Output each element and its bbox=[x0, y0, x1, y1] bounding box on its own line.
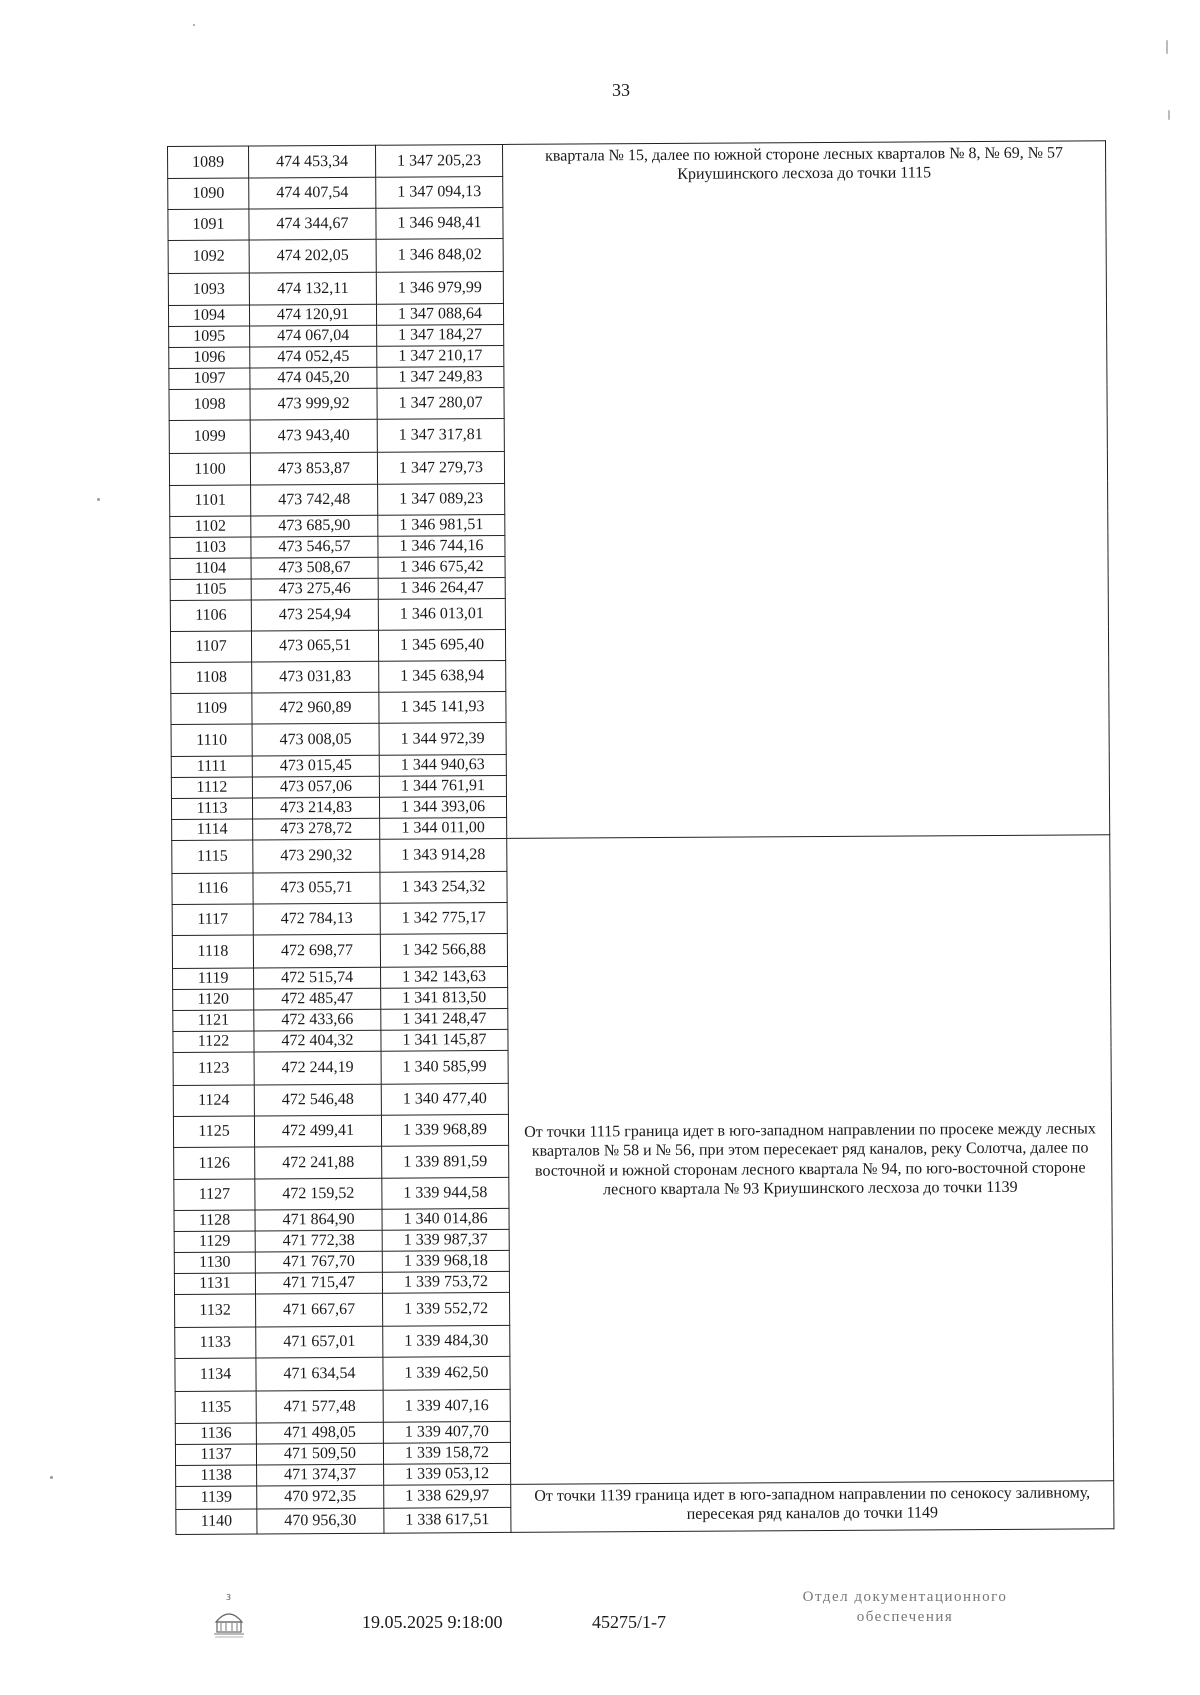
point-number-cell: 1134 bbox=[175, 1358, 256, 1391]
point-number-cell: 1096 bbox=[169, 347, 250, 368]
point-number-cell: 1091 bbox=[168, 209, 249, 240]
x-coordinate-cell: 473 290,32 bbox=[253, 839, 380, 873]
point-number-cell: 1099 bbox=[169, 420, 250, 453]
point-number-cell: 1123 bbox=[173, 1052, 254, 1085]
point-number-cell: 1089 bbox=[168, 146, 249, 178]
y-coordinate-cell: 1 339 053,12 bbox=[384, 1463, 511, 1485]
y-coordinate-cell: 1 347 210,17 bbox=[377, 345, 504, 367]
y-coordinate-cell: 1 347 249,83 bbox=[377, 366, 504, 388]
point-number-cell: 1106 bbox=[170, 600, 251, 631]
point-number-cell: 1140 bbox=[176, 1509, 257, 1534]
x-coordinate-cell: 474 052,45 bbox=[250, 346, 377, 368]
y-coordinate-cell: 1 344 761,91 bbox=[379, 775, 506, 797]
point-number-cell: 1113 bbox=[171, 798, 252, 819]
y-coordinate-cell: 1 346 744,16 bbox=[378, 535, 505, 557]
y-coordinate-cell: 1 339 968,18 bbox=[382, 1250, 509, 1272]
y-coordinate-cell: 1 339 462,50 bbox=[383, 1356, 510, 1390]
x-coordinate-cell: 473 057,06 bbox=[252, 776, 379, 798]
point-number-cell: 1103 bbox=[170, 537, 251, 558]
x-coordinate-cell: 470 972,35 bbox=[257, 1485, 384, 1509]
x-coordinate-cell: 473 015,45 bbox=[252, 755, 379, 777]
x-coordinate-cell: 472 159,52 bbox=[255, 1178, 382, 1210]
y-coordinate-cell: 1 345 695,40 bbox=[378, 629, 505, 661]
y-coordinate-cell: 1 347 088,64 bbox=[376, 303, 503, 325]
x-coordinate-cell: 473 275,46 bbox=[251, 578, 378, 600]
y-coordinate-cell: 1 347 280,07 bbox=[377, 387, 504, 419]
x-coordinate-cell: 471 374,37 bbox=[257, 1464, 384, 1486]
y-coordinate-cell: 1 340 585,99 bbox=[381, 1050, 508, 1084]
x-coordinate-cell: 472 499,41 bbox=[254, 1115, 381, 1147]
x-coordinate-cell: 471 657,01 bbox=[256, 1326, 383, 1358]
y-coordinate-cell: 1 339 158,72 bbox=[383, 1442, 510, 1464]
footer-document-number: 45275/1-7 bbox=[592, 1612, 666, 1632]
y-coordinate-cell: 1 339 407,16 bbox=[383, 1389, 510, 1422]
y-coordinate-cell: 1 344 972,39 bbox=[379, 722, 506, 755]
page-number: 33 bbox=[612, 80, 630, 100]
point-number-cell: 1095 bbox=[169, 326, 250, 347]
coordinates-table bbox=[167, 140, 1114, 1535]
point-number-cell: 1105 bbox=[170, 579, 251, 600]
y-coordinate-cell: 1 339 944,58 bbox=[382, 1177, 509, 1209]
y-coordinate-cell: 1 343 254,32 bbox=[380, 871, 507, 903]
x-coordinate-cell: 473 685,90 bbox=[251, 515, 378, 537]
point-number-cell: 1136 bbox=[175, 1423, 256, 1444]
y-coordinate-cell: 1 341 813,50 bbox=[381, 987, 508, 1009]
x-coordinate-cell: 471 772,38 bbox=[255, 1230, 382, 1252]
x-coordinate-cell: 472 485,47 bbox=[254, 988, 381, 1010]
scan-edge-mark bbox=[1166, 40, 1168, 54]
point-number-cell: 1118 bbox=[172, 935, 253, 968]
point-number-cell: 1138 bbox=[176, 1465, 257, 1486]
table-row bbox=[176, 1481, 1114, 1510]
x-coordinate-cell: 471 634,54 bbox=[256, 1357, 383, 1391]
point-number-cell: 1115 bbox=[172, 840, 253, 873]
y-coordinate-cell: 1 347 094,13 bbox=[376, 176, 503, 208]
y-coordinate-cell: 1 339 484,30 bbox=[383, 1325, 510, 1357]
x-coordinate-cell: 473 853,87 bbox=[250, 452, 377, 485]
y-coordinate-cell: 1 344 393,06 bbox=[379, 796, 506, 818]
svg-text:3: 3 bbox=[226, 1593, 232, 1602]
y-coordinate-cell: 1 338 629,97 bbox=[384, 1484, 511, 1508]
point-number-cell: 1102 bbox=[170, 516, 251, 537]
point-number-cell: 1104 bbox=[170, 558, 251, 579]
y-coordinate-cell: 1 346 264,47 bbox=[378, 577, 505, 599]
point-number-cell: 1132 bbox=[175, 1294, 256, 1327]
y-coordinate-cell: 1 341 248,47 bbox=[381, 1008, 508, 1030]
table-row bbox=[168, 141, 1106, 179]
x-coordinate-cell: 472 698,77 bbox=[253, 934, 380, 968]
x-coordinate-cell: 472 241,88 bbox=[255, 1146, 382, 1179]
point-number-cell: 1120 bbox=[173, 989, 254, 1010]
point-number-cell: 1131 bbox=[174, 1273, 255, 1294]
point-number-cell: 1111 bbox=[171, 756, 252, 777]
x-coordinate-cell: 473 999,92 bbox=[250, 388, 377, 420]
y-coordinate-cell: 1 338 617,51 bbox=[384, 1507, 511, 1533]
y-coordinate-cell: 1 347 089,23 bbox=[378, 483, 505, 515]
y-coordinate-cell: 1 346 948,41 bbox=[376, 207, 503, 239]
x-coordinate-cell: 473 065,51 bbox=[251, 630, 378, 662]
boundary-description-cell: От точки 1139 граница идет в юго-западном направлении по сенокосу заливному, пересекая ряд каналов до точки 1149 bbox=[511, 1481, 1114, 1533]
y-coordinate-cell: 1 343 914,28 bbox=[380, 838, 507, 872]
table-row bbox=[172, 835, 1110, 874]
x-coordinate-cell: 472 515,74 bbox=[254, 967, 381, 989]
boundary-description-cell: квартала № 15, далее по южной стороне лесных кварталов № 8, № 69, № 57 Криушинского лесхоза до точки 1115 bbox=[502, 141, 1109, 839]
x-coordinate-cell: 472 404,32 bbox=[254, 1030, 381, 1052]
point-number-cell: 1101 bbox=[170, 485, 251, 516]
y-coordinate-cell: 1 342 566,88 bbox=[380, 933, 507, 967]
x-coordinate-cell: 474 453,34 bbox=[249, 145, 376, 178]
scan-speck bbox=[97, 498, 100, 501]
point-number-cell: 1124 bbox=[173, 1085, 254, 1116]
y-coordinate-cell: 1 339 552,72 bbox=[383, 1292, 510, 1326]
y-coordinate-cell: 1 347 205,23 bbox=[375, 144, 502, 177]
y-coordinate-cell: 1 347 317,81 bbox=[377, 418, 504, 452]
point-number-cell: 1139 bbox=[176, 1486, 257, 1509]
x-coordinate-cell: 472 960,89 bbox=[252, 692, 379, 724]
boundary-description-cell: От точки 1115 граница идет в юго-западном направлении по просеке между лесных кварталов № 58 и № 56, при этом пересекает ряд каналов, реку Солотча, далее по восточной и южной сторонам лесного квартала № 94, по юго-восточной стороне лесного квартала № 93 Криушинского лесхоза до точки 1139 bbox=[507, 835, 1114, 1485]
x-coordinate-cell: 473 943,40 bbox=[250, 419, 377, 453]
point-number-cell: 1093 bbox=[168, 273, 249, 305]
point-number-cell: 1114 bbox=[172, 819, 253, 840]
point-number-cell: 1129 bbox=[174, 1231, 255, 1252]
x-coordinate-cell: 473 214,83 bbox=[252, 797, 379, 819]
x-coordinate-cell: 470 956,30 bbox=[257, 1508, 384, 1534]
footer-datetime: 19.05.2025 9:18:00 bbox=[362, 1612, 503, 1632]
x-coordinate-cell: 471 509,50 bbox=[256, 1443, 383, 1465]
point-number-cell: 1112 bbox=[171, 777, 252, 798]
y-coordinate-cell: 1 346 675,42 bbox=[378, 556, 505, 578]
x-coordinate-cell: 474 132,11 bbox=[249, 272, 376, 305]
point-number-cell: 1107 bbox=[170, 631, 251, 662]
point-number-cell: 1090 bbox=[168, 178, 249, 209]
point-number-cell: 1108 bbox=[171, 662, 252, 693]
y-coordinate-cell: 1 339 407,70 bbox=[383, 1421, 510, 1443]
point-number-cell: 1135 bbox=[175, 1391, 256, 1423]
x-coordinate-cell: 473 508,67 bbox=[251, 557, 378, 579]
y-coordinate-cell: 1 346 979,99 bbox=[376, 271, 503, 304]
x-coordinate-cell: 473 546,57 bbox=[251, 536, 378, 558]
x-coordinate-cell: 473 008,05 bbox=[252, 723, 379, 756]
y-coordinate-cell: 1 346 848,02 bbox=[376, 238, 503, 272]
y-coordinate-cell: 1 346 981,51 bbox=[378, 514, 505, 536]
y-coordinate-cell: 1 339 968,89 bbox=[381, 1114, 508, 1146]
y-coordinate-cell: 1 345 141,93 bbox=[379, 691, 506, 723]
x-coordinate-cell: 472 784,13 bbox=[253, 903, 380, 935]
x-coordinate-cell: 473 742,48 bbox=[251, 484, 378, 516]
x-coordinate-cell: 471 577,48 bbox=[256, 1390, 383, 1423]
y-coordinate-cell: 1 342 775,17 bbox=[380, 902, 507, 934]
scan-speck bbox=[193, 24, 195, 26]
y-coordinate-cell: 1 345 638,94 bbox=[379, 660, 506, 692]
point-number-cell: 1097 bbox=[169, 368, 250, 389]
point-number-cell: 1092 bbox=[168, 240, 249, 273]
y-coordinate-cell: 1 347 279,73 bbox=[377, 451, 504, 484]
point-number-cell: 1110 bbox=[171, 724, 252, 756]
x-coordinate-cell: 471 715,47 bbox=[255, 1272, 382, 1294]
y-coordinate-cell: 1 344 940,63 bbox=[379, 754, 506, 776]
point-number-cell: 1126 bbox=[174, 1147, 255, 1179]
x-coordinate-cell: 474 045,20 bbox=[250, 367, 377, 389]
x-coordinate-cell: 474 344,67 bbox=[249, 208, 376, 240]
x-coordinate-cell: 474 120,91 bbox=[249, 304, 376, 326]
y-coordinate-cell: 1 339 753,72 bbox=[382, 1271, 509, 1293]
y-coordinate-cell: 1 340 014,86 bbox=[382, 1208, 509, 1230]
x-coordinate-cell: 472 433,66 bbox=[254, 1009, 381, 1031]
point-number-cell: 1117 bbox=[172, 904, 253, 935]
point-number-cell: 1122 bbox=[173, 1031, 254, 1052]
point-number-cell: 1109 bbox=[171, 693, 252, 724]
y-coordinate-cell: 1 347 184,27 bbox=[377, 324, 504, 346]
point-number-cell: 1121 bbox=[173, 1010, 254, 1031]
y-coordinate-cell: 1 346 013,01 bbox=[378, 598, 505, 630]
point-number-cell: 1133 bbox=[175, 1327, 256, 1358]
department-stamp: Отдел документационного обеспечения bbox=[802, 1589, 1008, 1625]
point-number-cell: 1127 bbox=[174, 1179, 255, 1210]
point-number-cell: 1128 bbox=[174, 1210, 255, 1231]
scan-edge-mark bbox=[1168, 110, 1170, 120]
point-number-cell: 1125 bbox=[173, 1116, 254, 1147]
scan-speck bbox=[50, 1476, 53, 1479]
y-coordinate-cell: 1 344 011,00 bbox=[380, 817, 507, 839]
y-coordinate-cell: 1 339 987,37 bbox=[382, 1229, 509, 1251]
point-number-cell: 1094 bbox=[168, 305, 249, 326]
y-coordinate-cell: 1 340 477,40 bbox=[381, 1083, 508, 1115]
x-coordinate-cell: 471 667,67 bbox=[256, 1293, 383, 1327]
x-coordinate-cell: 474 407,54 bbox=[249, 177, 376, 209]
point-number-cell: 1137 bbox=[175, 1444, 256, 1465]
coordinates-table-body bbox=[168, 141, 1114, 1535]
x-coordinate-cell: 473 278,72 bbox=[253, 818, 380, 840]
organization-logo-icon bbox=[212, 1592, 246, 1640]
point-number-cell: 1100 bbox=[169, 453, 250, 485]
y-coordinate-cell: 1 341 145,87 bbox=[381, 1029, 508, 1051]
point-number-cell: 1116 bbox=[172, 873, 253, 904]
point-number-cell: 1098 bbox=[169, 389, 250, 420]
x-coordinate-cell: 474 202,05 bbox=[249, 239, 376, 273]
x-coordinate-cell: 473 055,71 bbox=[253, 872, 380, 904]
x-coordinate-cell: 472 244,19 bbox=[254, 1051, 381, 1085]
point-number-cell: 1130 bbox=[174, 1252, 255, 1273]
x-coordinate-cell: 473 254,94 bbox=[251, 599, 378, 631]
x-coordinate-cell: 471 864,90 bbox=[255, 1209, 382, 1231]
x-coordinate-cell: 472 546,48 bbox=[254, 1084, 381, 1116]
x-coordinate-cell: 471 767,70 bbox=[255, 1251, 382, 1273]
y-coordinate-cell: 1 342 143,63 bbox=[381, 966, 508, 988]
point-number-cell: 1119 bbox=[173, 968, 254, 989]
y-coordinate-cell: 1 339 891,59 bbox=[382, 1145, 509, 1178]
x-coordinate-cell: 471 498,05 bbox=[256, 1422, 383, 1444]
x-coordinate-cell: 474 067,04 bbox=[250, 325, 377, 347]
x-coordinate-cell: 473 031,83 bbox=[252, 661, 379, 693]
